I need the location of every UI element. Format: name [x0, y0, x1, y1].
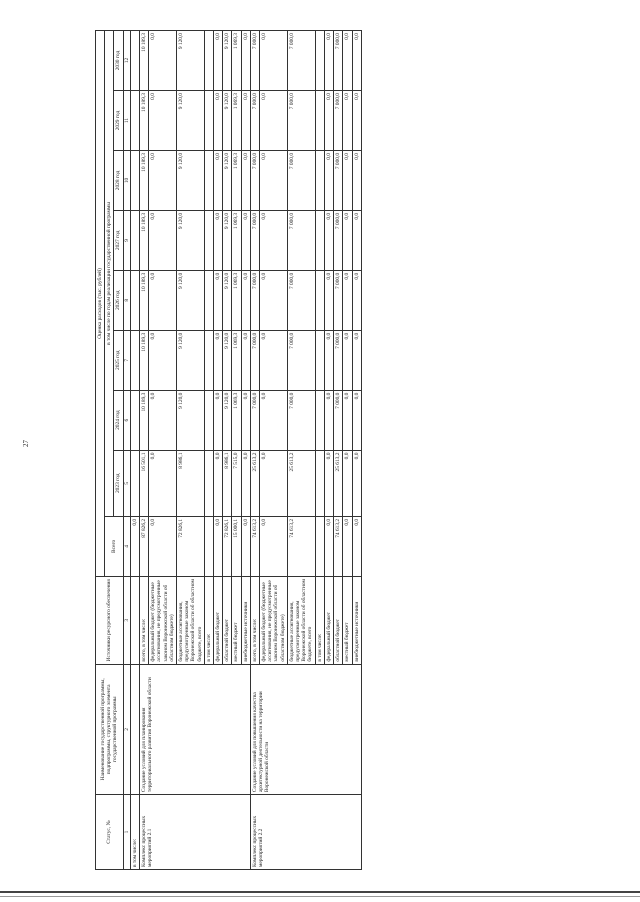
funding-source: бюджетные ассигнования, предусмотренные законом Воронежской области об областном бюджете, всего: [177, 576, 205, 664]
year-value: 0,0: [214, 210, 223, 270]
year-value: 0,0: [260, 210, 288, 270]
year-value: 0,0: [352, 91, 361, 151]
row-name: Создание условий для планирования территориального развития Воронежской области: [140, 664, 251, 795]
total-value: 0,0: [214, 516, 223, 576]
year-value: 0,0: [149, 450, 177, 516]
year-value: [130, 210, 139, 270]
header-name: Наименование государственной программы, подпрограммы, структурного элемента государственной программы: [96, 664, 124, 795]
year-value: 1 069,3: [232, 91, 241, 151]
year-value: 7 000,0: [287, 330, 315, 390]
total-value: 0,0: [130, 516, 139, 576]
year-value: 7 000,0: [334, 390, 343, 450]
year-value: 8 986,1: [223, 450, 232, 516]
year-value: 16 501,1: [140, 450, 149, 516]
year-value: 0,0: [214, 91, 223, 151]
year-value: 7 000,0: [287, 390, 315, 450]
year-value: 0,0: [214, 31, 223, 91]
year-value: [130, 150, 139, 210]
scan-edge-line: [0, 891, 640, 893]
year-value: 7 000,0: [250, 150, 259, 210]
year-value: 0,0: [241, 390, 250, 450]
funding-source: в том числе:: [315, 576, 324, 664]
year-value: 7 000,0: [250, 31, 259, 91]
year-value: 25 613,2: [250, 450, 259, 516]
year-value: 7 000,0: [334, 210, 343, 270]
funding-source: [130, 576, 139, 664]
column-number: 8: [123, 270, 130, 330]
year-value: 7 000,0: [287, 31, 315, 91]
year-value: [204, 210, 213, 270]
scan-edge-line: [0, 896, 640, 897]
year-value: [315, 450, 324, 516]
funding-source: федеральный бюджет (бюджетные ассигнования, не предусмотренные законом Воронежской области об областном бюджете): [149, 576, 177, 664]
table-body: [130, 31, 361, 870]
year-value: 7 000,0: [334, 31, 343, 91]
year-value: 9 120,0: [223, 390, 232, 450]
column-number: 11: [123, 91, 130, 151]
year-value: 9 120,0: [177, 270, 205, 330]
year-value: 0,0: [260, 91, 288, 151]
total-value: 72 826,1: [223, 516, 232, 576]
year-value: 0,0: [324, 270, 333, 330]
column-number: 2: [123, 664, 130, 795]
year-value: [315, 330, 324, 390]
year-value: 0,0: [149, 390, 177, 450]
year-value: 1 069,3: [232, 270, 241, 330]
year-value: 0,0: [343, 270, 352, 330]
year-value: [204, 150, 213, 210]
row-name: [130, 664, 139, 795]
header-source: Источники ресурсного обеспечения: [96, 576, 124, 664]
year-value: 0,0: [149, 330, 177, 390]
year-value: [204, 91, 213, 151]
year-value: 0,0: [260, 450, 288, 516]
year-value: [130, 450, 139, 516]
year-value: 0,0: [324, 390, 333, 450]
year-value: [130, 270, 139, 330]
year-value: 9 120,0: [177, 150, 205, 210]
funding-source: в том числе:: [204, 576, 213, 664]
year-value: 7 000,0: [250, 330, 259, 390]
year-value: [204, 390, 213, 450]
year-value: 9 120,0: [223, 150, 232, 210]
year-value: 1 069,3: [232, 210, 241, 270]
year-value: 9 120,0: [177, 31, 205, 91]
total-value: 74 613,2: [250, 516, 259, 576]
funding-source: областной бюджет: [334, 576, 343, 664]
year-value: 0,0: [214, 150, 223, 210]
year-value: 0,0: [343, 210, 352, 270]
year-value: 7 000,0: [250, 210, 259, 270]
year-value: 7 000,0: [287, 270, 315, 330]
year-value: 0,0: [352, 450, 361, 516]
column-number: 4: [123, 516, 130, 576]
year-value: 7 000,0: [287, 91, 315, 151]
year-value: 10 189,3: [140, 390, 149, 450]
year-value: 0,0: [241, 330, 250, 390]
header-year: 2027 год: [114, 210, 123, 270]
column-number: 7: [123, 330, 130, 390]
header-year: 2024 год: [114, 390, 123, 450]
page-number: 27: [22, 440, 30, 447]
funding-source: федеральный бюджет: [324, 576, 333, 664]
year-value: 0,0: [324, 330, 333, 390]
year-value: [204, 330, 213, 390]
year-value: 7 000,0: [334, 330, 343, 390]
year-value: 7 515,0: [232, 450, 241, 516]
year-value: 0,0: [343, 150, 352, 210]
year-value: 10 189,3: [140, 150, 149, 210]
year-value: [130, 390, 139, 450]
year-value: 0,0: [260, 150, 288, 210]
year-value: 1 069,3: [232, 150, 241, 210]
year-value: 10 189,3: [140, 270, 149, 330]
year-value: 7 000,0: [287, 150, 315, 210]
funding-source: местный бюджет: [343, 576, 352, 664]
year-value: [204, 31, 213, 91]
header-by-years: в том числе по годам реализации государственной программы: [105, 31, 114, 517]
column-number: 5: [123, 450, 130, 516]
year-value: 0,0: [352, 150, 361, 210]
total-value: 0,0: [343, 516, 352, 576]
funding-source: местный бюджет: [232, 576, 241, 664]
year-value: 0,0: [214, 330, 223, 390]
year-value: 0,0: [352, 31, 361, 91]
total-value: [204, 516, 213, 576]
year-value: 9 120,0: [177, 210, 205, 270]
total-value: 0,0: [324, 516, 333, 576]
year-value: 1 069,3: [232, 390, 241, 450]
header-year: 2029 год: [114, 91, 123, 151]
year-value: [315, 91, 324, 151]
total-value: 72 826,1: [177, 516, 205, 576]
year-value: 9 120,0: [177, 330, 205, 390]
year-value: 25 613,2: [287, 450, 315, 516]
year-value: 9 120,0: [223, 210, 232, 270]
year-value: 10 189,3: [140, 210, 149, 270]
year-value: 7 000,0: [334, 91, 343, 151]
year-value: 0,0: [149, 270, 177, 330]
table-row: [140, 31, 149, 870]
year-value: 0,0: [352, 270, 361, 330]
table-row: [250, 31, 259, 870]
year-value: 0,0: [260, 31, 288, 91]
column-number: 12: [123, 31, 130, 91]
year-value: 7 000,0: [250, 390, 259, 450]
year-value: 0,0: [241, 150, 250, 210]
year-value: 0,0: [149, 150, 177, 210]
row-status: Комплекс процессных мероприятий 2.2: [250, 795, 361, 870]
year-value: 7 000,0: [250, 91, 259, 151]
year-value: 0,0: [149, 210, 177, 270]
total-value: 74 613,2: [287, 516, 315, 576]
row-name: Создание условий для повышения качества архитектурной деятельности на территории Воронежской области: [250, 664, 361, 795]
year-value: 9 120,0: [177, 91, 205, 151]
funding-source: федеральный бюджет (бюджетные ассигнования, не предусмотренные законом Воронежской области об областном бюджете): [260, 576, 288, 664]
column-number: 1: [123, 795, 130, 870]
column-number: 10: [123, 150, 130, 210]
year-value: 0,0: [241, 450, 250, 516]
funding-source: внебюджетные источники: [241, 576, 250, 664]
year-value: [315, 210, 324, 270]
header-total: Всего: [105, 516, 123, 576]
year-value: 0,0: [343, 91, 352, 151]
year-value: 25 613,2: [334, 450, 343, 516]
year-value: 10 189,3: [140, 31, 149, 91]
year-value: [130, 31, 139, 91]
year-value: 7 000,0: [334, 150, 343, 210]
year-value: 0,0: [343, 330, 352, 390]
year-value: 0,0: [260, 270, 288, 330]
table-row: [130, 31, 139, 870]
header-year: 2028 год: [114, 150, 123, 210]
year-value: [315, 31, 324, 91]
year-value: 0,0: [324, 91, 333, 151]
year-value: 10 189,3: [140, 330, 149, 390]
year-value: 7 000,0: [250, 270, 259, 330]
year-value: 0,0: [241, 210, 250, 270]
year-value: 0,0: [343, 31, 352, 91]
total-value: [315, 516, 324, 576]
year-value: 0,0: [149, 91, 177, 151]
year-value: 1 069,3: [232, 330, 241, 390]
year-value: 7 000,0: [334, 270, 343, 330]
year-value: 1 069,3: [232, 31, 241, 91]
column-number: 9: [123, 210, 130, 270]
year-value: 0,0: [343, 390, 352, 450]
funding-source: внебюджетные источники: [352, 576, 361, 664]
year-value: [204, 270, 213, 330]
year-value: 9 120,0: [223, 330, 232, 390]
year-value: [315, 390, 324, 450]
year-value: 0,0: [324, 150, 333, 210]
year-value: 0,0: [214, 390, 223, 450]
header-estimate: Оценка расходов (тыс. рублей): [96, 31, 105, 577]
funding-source: областной бюджет: [223, 576, 232, 664]
year-value: 0,0: [324, 210, 333, 270]
funding-source: бюджетные ассигнования, предусмотренные законом Воронежской области об областном бюджете, всего: [287, 576, 315, 664]
year-value: 0,0: [149, 31, 177, 91]
funding-source: всего, в том числе:: [140, 576, 149, 664]
rotated-table-container: [95, 30, 535, 870]
header-year: 2026 год: [114, 270, 123, 330]
year-value: 8 986,1: [177, 450, 205, 516]
year-value: [315, 150, 324, 210]
year-value: 9 120,0: [223, 270, 232, 330]
year-value: 0,0: [260, 390, 288, 450]
year-value: [315, 270, 324, 330]
total-value: 15 000,1: [232, 516, 241, 576]
year-value: [204, 450, 213, 516]
total-value: 87 826,2: [140, 516, 149, 576]
column-number: 3: [123, 576, 130, 664]
total-value: 74 613,2: [334, 516, 343, 576]
year-value: 9 120,0: [223, 31, 232, 91]
year-value: 0,0: [241, 31, 250, 91]
budget-table: [95, 30, 362, 870]
header-year: 2023 год: [114, 450, 123, 516]
total-value: 0,0: [241, 516, 250, 576]
total-value: 0,0: [149, 516, 177, 576]
year-value: 7 000,0: [287, 210, 315, 270]
row-status: в том числе:: [130, 795, 139, 870]
year-value: 0,0: [241, 91, 250, 151]
year-value: 0,0: [324, 31, 333, 91]
funding-source: федеральный бюджет: [214, 576, 223, 664]
year-value: 9 120,0: [223, 91, 232, 151]
year-value: 0,0: [324, 450, 333, 516]
year-value: 0,0: [214, 450, 223, 516]
year-value: 0,0: [352, 330, 361, 390]
year-value: 0,0: [241, 270, 250, 330]
header-status: Статус, №: [96, 795, 124, 870]
year-value: 0,0: [352, 210, 361, 270]
funding-source: всего, в том числе:: [250, 576, 259, 664]
year-value: 0,0: [260, 330, 288, 390]
year-value: [130, 91, 139, 151]
header-year: 2030 год: [114, 31, 123, 91]
total-value: 0,0: [352, 516, 361, 576]
row-status: Комплекс процессных мероприятий 2.1: [140, 795, 251, 870]
header-year: 2025 год: [114, 330, 123, 390]
year-value: 0,0: [343, 450, 352, 516]
total-value: 0,0: [260, 516, 288, 576]
column-number: 6: [123, 390, 130, 450]
year-value: 9 120,0: [177, 390, 205, 450]
year-value: [130, 330, 139, 390]
year-value: 10 189,3: [140, 91, 149, 151]
year-value: 0,0: [352, 390, 361, 450]
year-value: 0,0: [214, 270, 223, 330]
